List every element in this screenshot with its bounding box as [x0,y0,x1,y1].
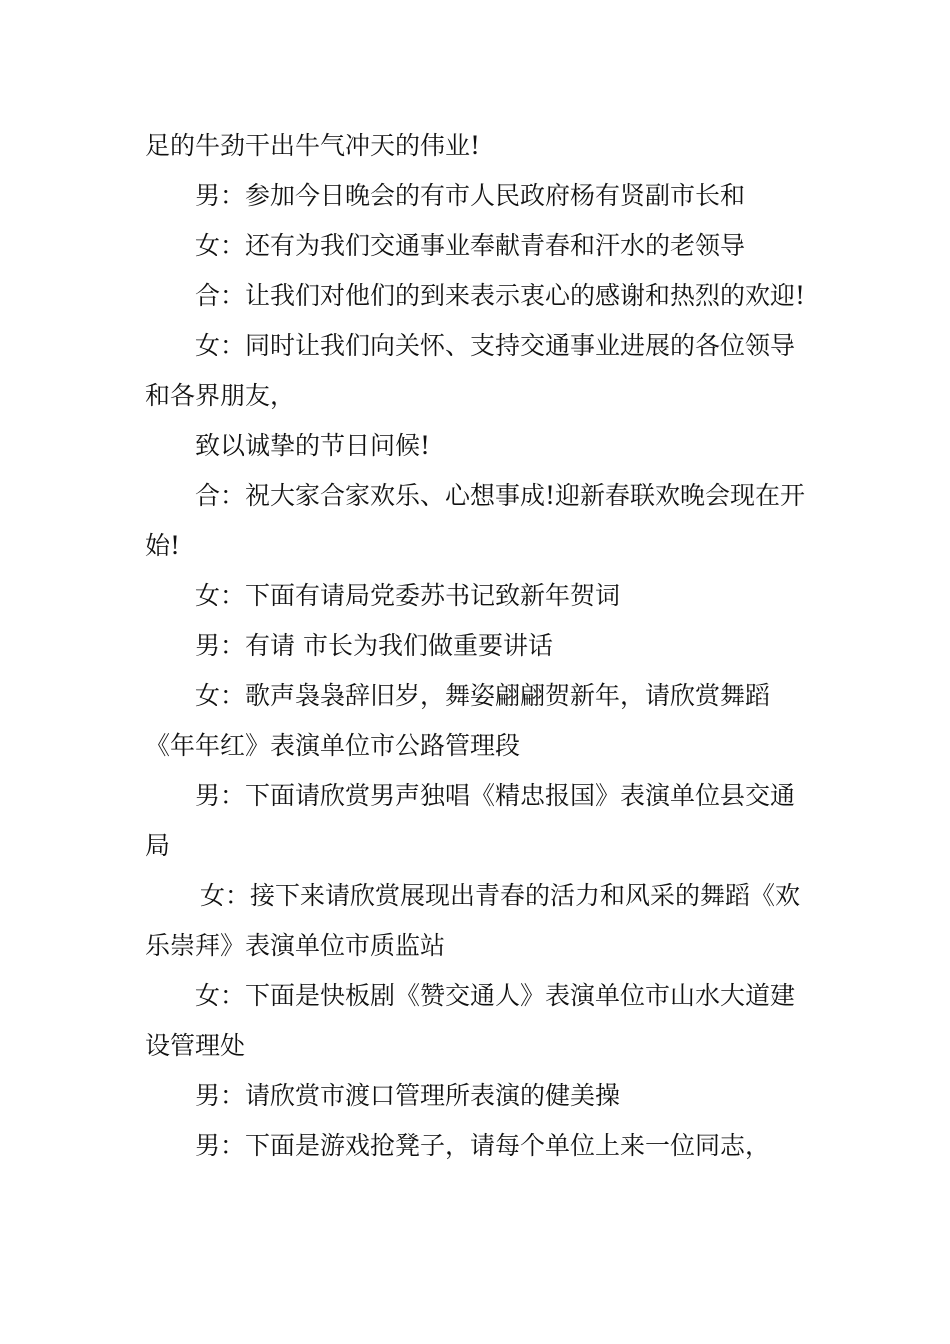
paragraph-male-host-guests: 男：参加今日晚会的有市人民政府杨有贤副市长和 [195,181,746,210]
document-body [145,121,807,1171]
paragraph-solo-song: 男：下面请欣赏男声独唱《精忠报国》表演单位县交通局 [145,781,796,860]
paragraph-female-host-veterans: 女：还有为我们交通事业奉献青春和汗水的老领导 [195,231,746,260]
paragraph-kuaiban-drama: 女：下面是快板剧《赞交通人》表演单位市山水大道建设管理处 [145,981,796,1060]
paragraph-continuation: 足的牛劲干出牛气冲天的伟业! [145,131,481,160]
paragraph-together-opening: 合：祝大家合家欢乐、心想事成!迎新春联欢晚会现在开始! [145,481,806,560]
paragraph-female-host-greetings: 女：同时让我们向关怀、支持交通事业进展的各位领导和各界朋友， [145,331,796,410]
paragraph-game: 男：下面是游戏抢凳子，请每个单位上来一位同志， [195,1131,771,1160]
paragraph-aerobics: 男：请欣赏市渡口管理所表演的健美操 [195,1081,621,1110]
paragraph-dance-nian-nian-hong: 女：歌声袅袅辞旧岁，舞姿翩翩贺新年，请欣赏舞蹈《年年红》表演单位市公路管理段 [145,681,771,760]
paragraph-mayor-speech: 男：有请 市长为我们做重要讲话 [195,631,553,660]
paragraph-greetings-continued: 致以诚挚的节日问候! [195,431,431,460]
paragraph-together-welcome: 合：让我们对他们的到来表示衷心的感谢和热烈的欢迎! [195,281,806,310]
paragraph-secretary-speech: 女：下面有请局党委苏书记致新年贺词 [195,581,621,610]
paragraph-dance-huan-le: 女：接下来请欣赏展现出青春的活力和风采的舞蹈《欢乐崇拜》表演单位市质监站 [145,881,801,960]
